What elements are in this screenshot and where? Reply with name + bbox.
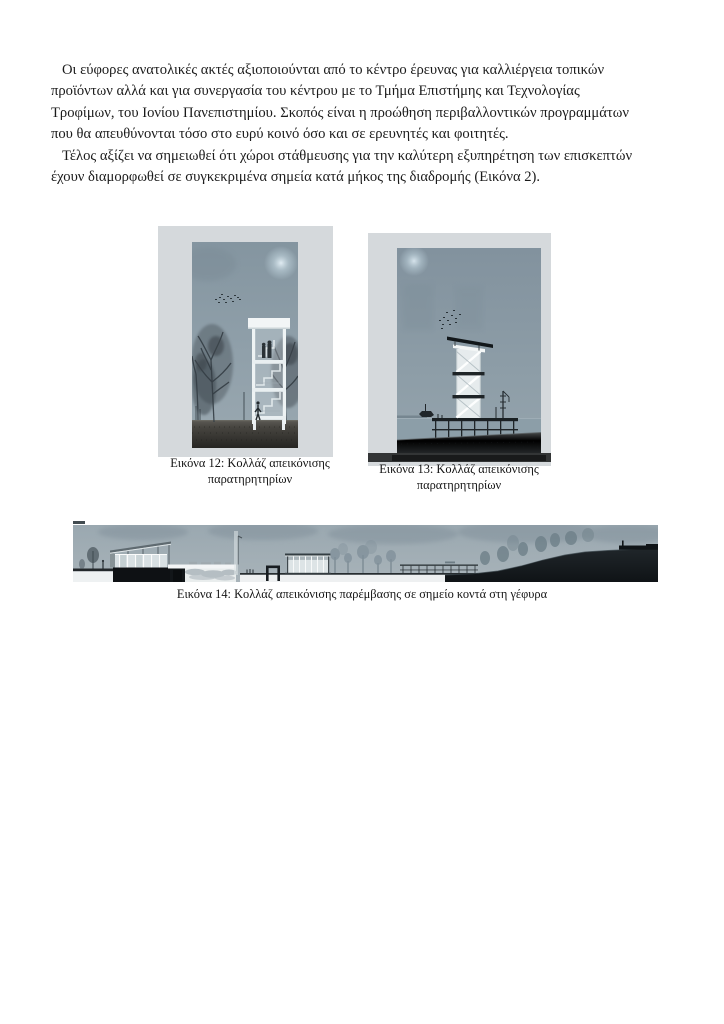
text-line: Οι εύφορες ανατολικές ακτές αξιοποιούνται από το κέντρο έρευνας για καλλιέργεια τοπικών — [62, 62, 605, 78]
figure-13-mat — [368, 233, 551, 466]
sky-patch — [403, 284, 433, 330]
figure-13-image — [397, 248, 541, 453]
text-line: προϊόντων αλλά και για συνεργασία του κέντρου με το Τμήμα Επιστήμης και Τεχνολογίας — [51, 83, 580, 100]
sky-patch — [455, 286, 483, 330]
caption-line: Εικόνα 12: Κολλάζ απεικόνισης — [170, 456, 330, 470]
tower-cap — [248, 318, 290, 329]
figure-13-caption — [357, 462, 561, 493]
portal-1 — [170, 567, 185, 583]
ground-mass — [113, 568, 170, 583]
text-line: που θα απευθύνονται τόσο στο ευρύ κοινό όσο και σε ερευνητές και φοιτητές. — [51, 126, 509, 143]
body-text — [51, 60, 699, 188]
caption-line: Εικόνα 13: Κολλάζ απεικόνισης — [379, 462, 539, 476]
caption-line: παρατηρητηρίων — [416, 477, 502, 492]
caption-line: παρατηρητηρίων — [207, 471, 293, 486]
figure-12-mat — [158, 226, 333, 457]
figure-14-caption — [0, 587, 724, 603]
far-shore-blobs — [185, 569, 237, 581]
figure-14-image — [73, 525, 658, 582]
figure-12-caption — [148, 456, 352, 487]
text-line: Τροφίμων, του Ιονίου Πανεπιστημίου. Σκοπός είναι η προώθηση περιβαλλοντικών προγραμμάτων — [51, 104, 629, 121]
caption-line: Εικόνα 14: Κολλάζ απεικόνισης παρέμβασης σε σημείο κοντά στη γέφυρα — [176, 587, 548, 601]
figure-13-dark-band — [368, 453, 551, 462]
text-line: Τέλος αξίζει να σημειωθεί ότι χώροι στάθμευσης για την καλύτερη εξυπηρέτηση των επισκεπτών — [62, 147, 633, 164]
moon-glow — [264, 246, 298, 280]
collage-fragment — [73, 521, 85, 524]
text-line: έχουν διαμορφωθεί σε συγκεκριμένα σημεία κατά μήκος της διαδρομής (Εικόνα 2). — [51, 169, 541, 186]
collage-seam — [234, 531, 238, 575]
observation-tower — [248, 318, 290, 430]
pavilion-2 — [285, 554, 331, 574]
figure-12-image — [192, 242, 298, 448]
